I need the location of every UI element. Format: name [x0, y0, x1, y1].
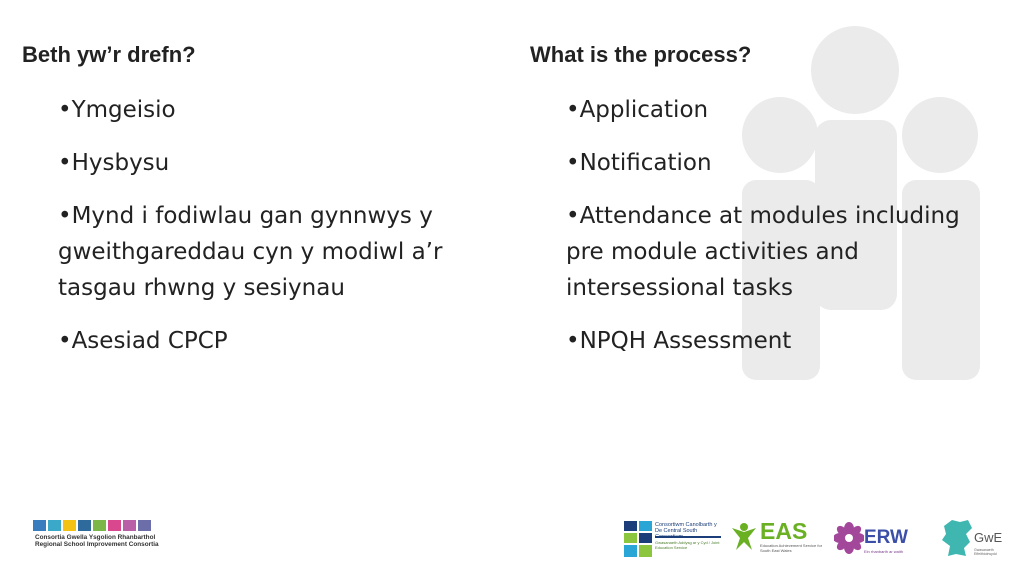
color-square: [123, 520, 136, 531]
csc-logo: [624, 518, 724, 562]
left-heading: Beth yw’r drefn?: [22, 42, 196, 67]
list-item: • Attendance at modules including pre module activities and intersessional tasks: [566, 198, 986, 306]
right-heading: What is the process?: [530, 42, 752, 67]
color-square: [33, 520, 46, 531]
list-item: • Ymgeisio: [58, 92, 478, 128]
gwe-subtext: Gwasanaeth Effeithiolrwydd: [974, 548, 997, 556]
flower-icon: [834, 522, 864, 554]
csc-text: Consortiwm Canolbarth y De Central South: [655, 522, 717, 534]
color-square: [48, 520, 61, 531]
color-square: [63, 520, 76, 531]
consortia-logo: [33, 520, 159, 548]
list-item: • Mynd i fodiwlau gan gynnwys y gweithgareddau cyn y modiwl a’r tasgau rhwng y sesiynau: [58, 198, 478, 306]
eas-figure-icon: [730, 522, 758, 552]
erw-logo: [834, 518, 934, 562]
csc-grid-icon: [624, 521, 652, 557]
eas-subtext: Education Achievement Service for South East Wales: [760, 543, 823, 553]
english-process-list: [566, 92, 986, 376]
erw-wordmark: ERW: [864, 527, 908, 548]
color-square: [78, 520, 91, 531]
eas-logo: [730, 518, 830, 562]
wales-map-icon: [940, 518, 974, 558]
eas-wordmark: EAS: [760, 518, 808, 544]
divider: [655, 536, 721, 538]
csc-subtext: Gwasanaeth Addysg ar y Cyd / Joint Education Service: [655, 540, 720, 550]
list-item: • Hysbysu: [58, 145, 478, 181]
welsh-process-list: [58, 92, 478, 376]
erw-subtext: Ein rhanbarth ar waith: [864, 549, 904, 554]
list-item: • Notification: [566, 145, 986, 181]
gwe-logo: [940, 518, 1016, 562]
consortia-text-welsh: Consortia Gwella Ysgolion Rhanbarthol: [35, 534, 156, 541]
consortia-color-squares: [33, 520, 159, 531]
list-item: • Asesiad CPCP: [58, 323, 478, 359]
color-square: [138, 520, 151, 531]
gwe-wordmark: GwE: [974, 530, 1003, 545]
consortia-text-english: Regional School Improvement Consortia: [35, 541, 159, 548]
partner-logos: [624, 518, 1016, 562]
color-square: [108, 520, 121, 531]
color-square: [93, 520, 106, 531]
list-item: • Application: [566, 92, 986, 128]
list-item: • NPQH Assessment: [566, 323, 986, 359]
